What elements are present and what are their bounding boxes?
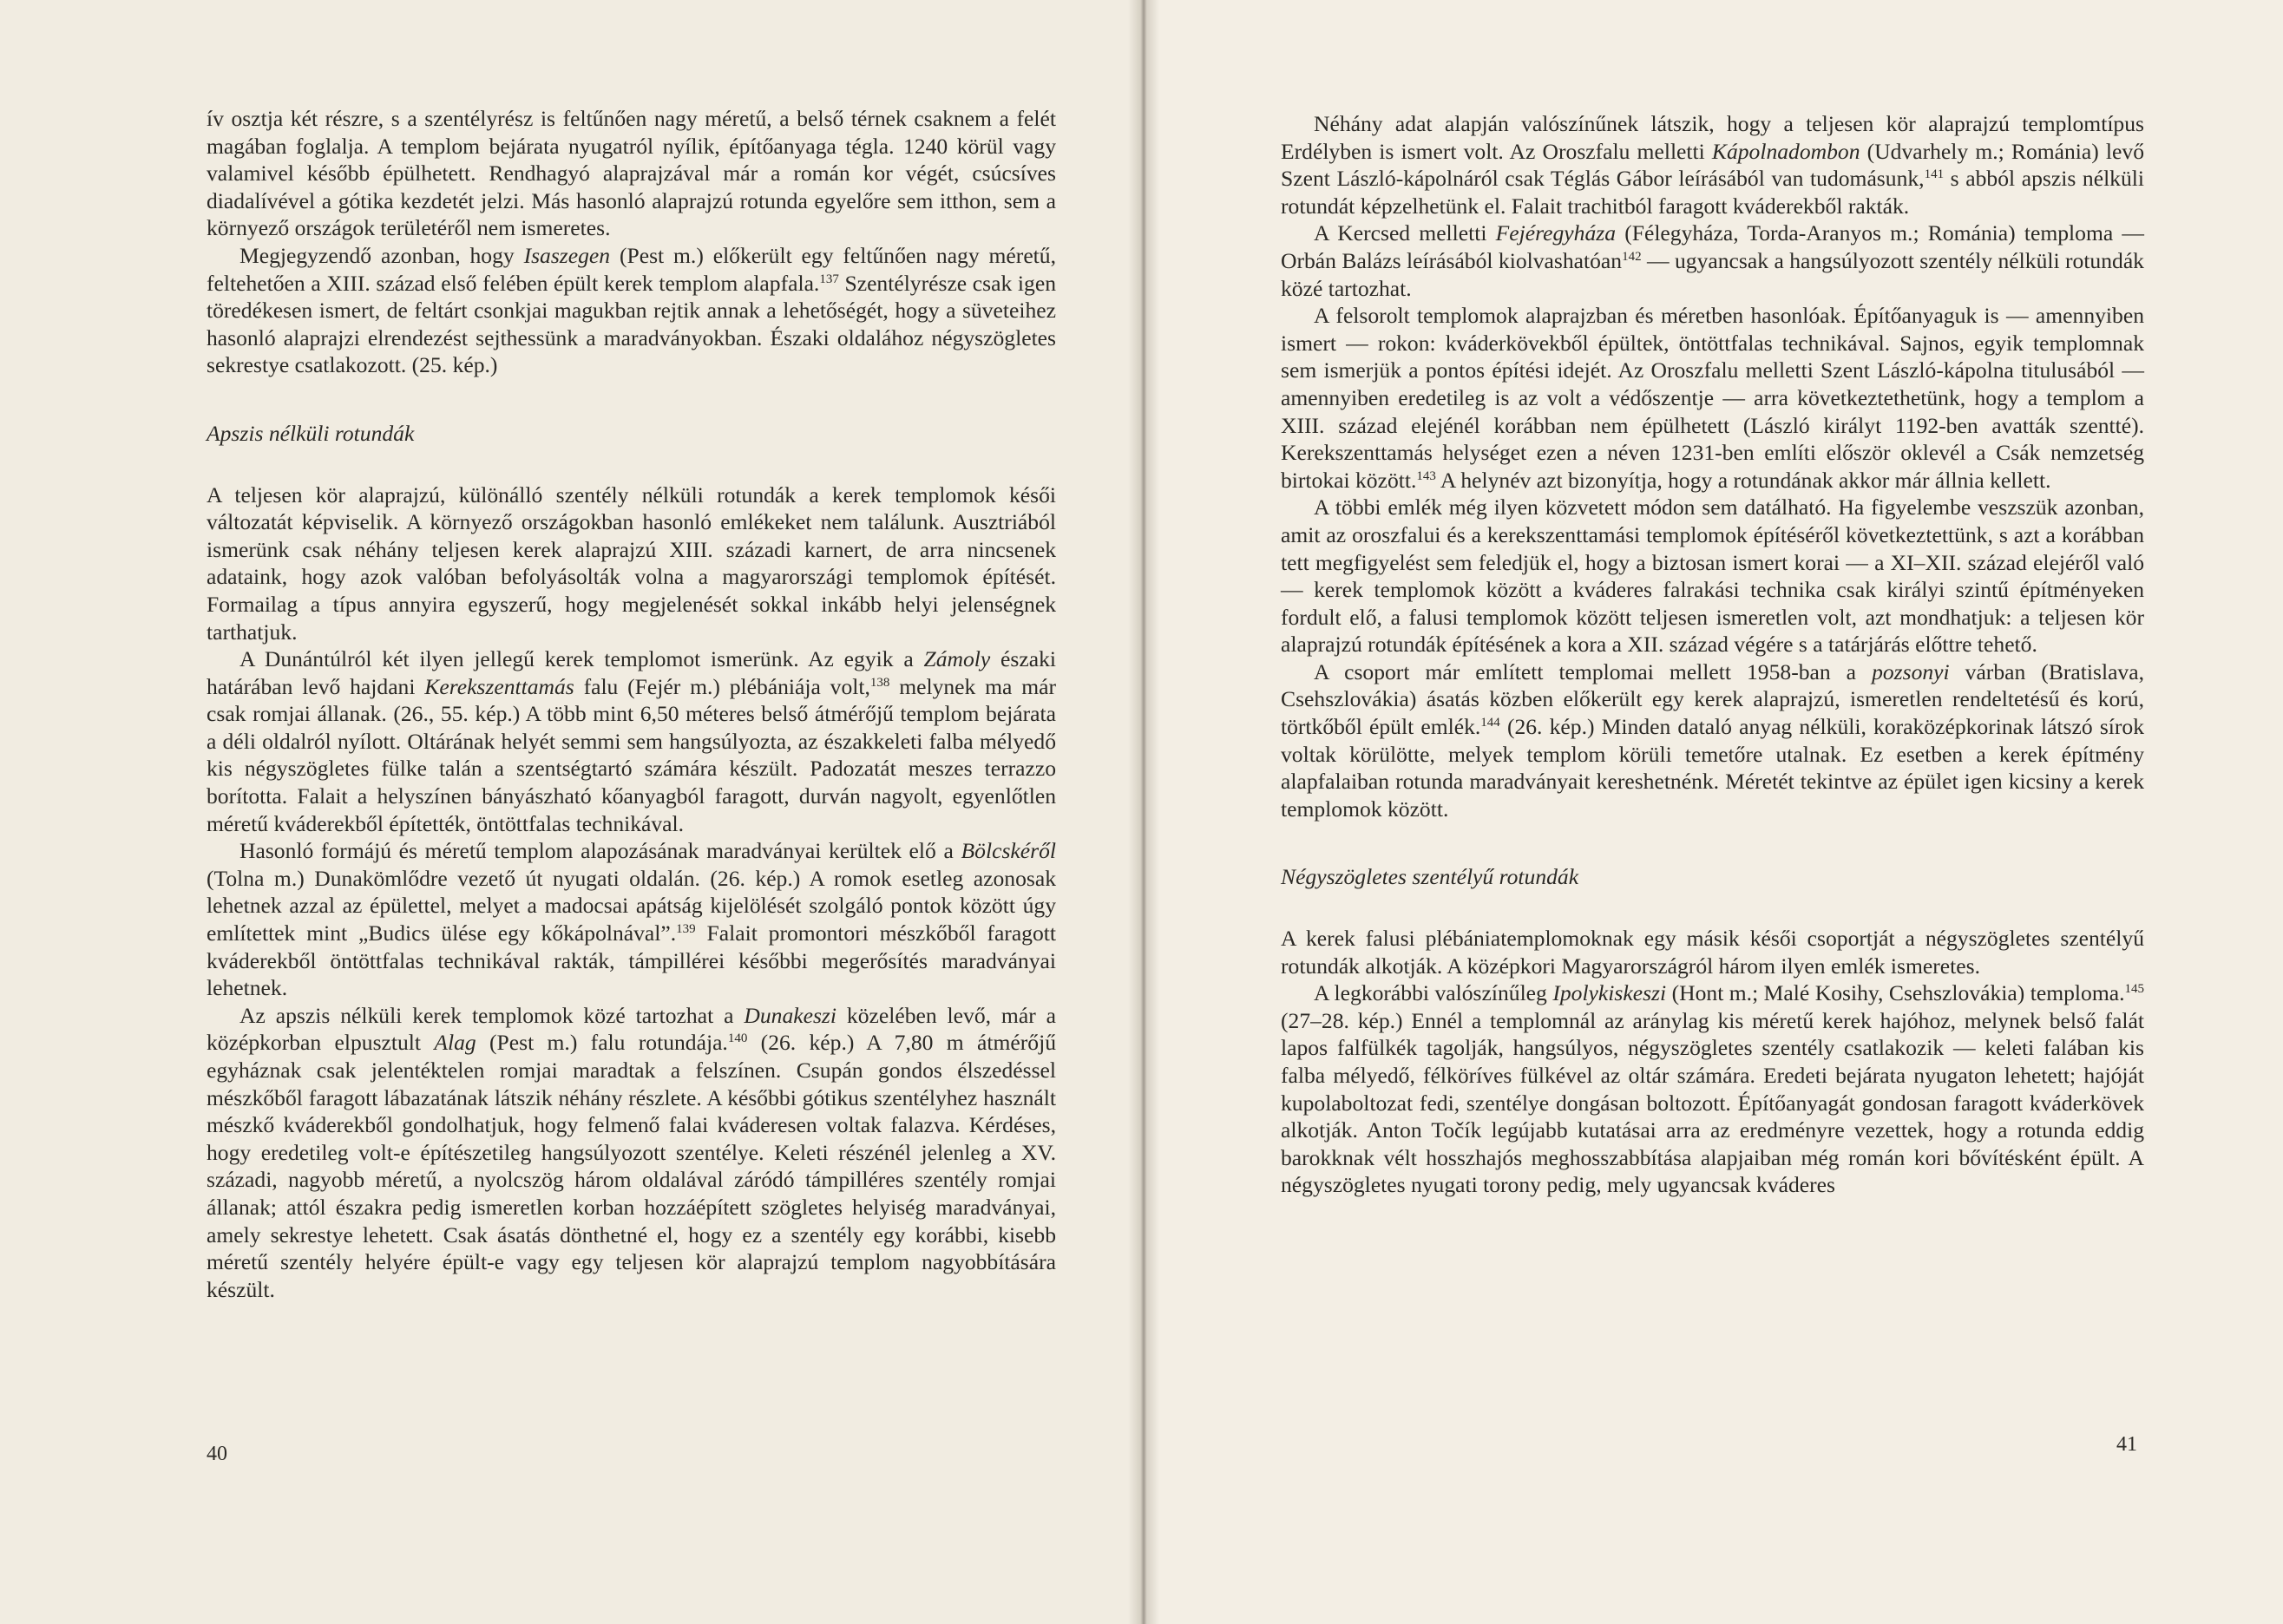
footnote-ref: 138 — [869, 675, 890, 690]
paragraph: Megjegyzendő azonban, hogy Isaszegen (Pest m.) előkerült egy feltűnően nagy méretű, feltehetően a XIII. század első felében épült kerek templom alapfala.$^{137}$ Szentélyrésze csak igen töredékesen ismert, de feltárt csonkjai magukban rejtik annak a lehetőségét, hogy a süveteihez hasonló alaprajzi elrendezést sejthessünk a maradványokban. Északi oldalához négyszögletes sekrestye csatlakozott. (25. kép.) — [207, 242, 1056, 378]
left-page-text — [207, 105, 1056, 1303]
footnote-ref: 137 — [819, 272, 839, 286]
paragraph: Néhány adat alapján valószínűnek látszik, hogy a teljesen kör alaprajzú templomtípus Erdélyben is ismert volt. Az Oroszfalu melletti Kápolnadombon (Udvarhely m.; Románia) levő Szent László-kápolnáról csak Téglás Gábor leírásából van tudomásunk,$^{141}$ s abból apszis nélküli rotundát képzelhetünk el. Falait trachitból faragott kváderekből rakták. — [1281, 111, 2144, 219]
page-number: 40 — [207, 1443, 227, 1465]
footnote-ref: 139 — [676, 922, 696, 937]
paragraph: A Kercsed melletti Fejéregyháza (Félegyháza, Torda-Aranyos m.; Románia) temploma — Orbán Balázs leírásából kiolvashatóan$^{142}$ — ugyancsak a hangsúlyozott szentély nélküli rotundák közé tartozhat. — [1281, 220, 2144, 301]
paragraph: Hasonló formájú és méretű templom alapozásának maradványai kerültek elő a Bölcskéről (Tolna m.) Dunakömlődre vezető út nyugati oldalán. (26. kép.) A romok esetleg azonosak lehetnek azzal az épülettel, melyet a madocsai apátság kijelölését szolgáló pontok között úgy említettek mint „Budics ülése egy kőkápolnával”.$^{139}$ Falait promontori mészkőből faragott kváderekből öntöttfalas technikával rakták, támpillérei későbbi megerősítés maradványai lehetnek. — [207, 838, 1056, 1001]
left-page — [0, 0, 1141, 1624]
right-page — [1141, 0, 2283, 1624]
paragraph: A felsorolt templomok alaprajzban és méretben hasonlóak. Építőanyaguk is — amennyiben ismert — rokon: kváderkövekből épültek, öntöttfalas technikával. Sajnos, egyik templomnak sem ismerjük a pontos építési idejét. Az Oroszfalu melletti Szent László-kápolna titulusából — amennyiben eredetileg is az volt a védőszentje — arra következtethetünk, hogy a templom a XIII. század elejénél korábban nem épülhetett (László királyt 1192-ben avatták szentté). Kerekszenttamás helységet ezen a néven 1231-ben említi először oklevél a Csák nemzetség birtokai között.$^{143}$ A helynév azt bizonyítja, hogy a rotundának akkor már állnia kellett. — [1281, 303, 2144, 493]
paragraph: A teljesen kör alaprajzú, különálló szentély nélküli rotundák a kerek templomok késői változatát képviselik. A környező országokban hasonló emlékeket nem találunk. Ausztriából ismerünk csak néhány teljesen kerek alaprajzú XIII. századi karnert, de arra nincsenek adataink, hogy azok valóban befolyásolták volna a magyarországi templomok építését. Formailag a típus annyira egyszerű, hogy megjelenését sokkal inkább helyi jelenségnek tarthatjuk. — [207, 481, 1056, 645]
paragraph: A legkorábbi valószínűleg Ipolykiskeszi (Hont m.; Malé Kosihy, Csehszlovákia) temploma.$^{145}$ (27–28. kép.) Ennél a templomnál az aránylag kis méretű kerek hajóhoz, melynek belső falát lapos falfülkék tagolják, hangsúlyos, négyszögletes szentély csatlakozik — keleti falában kis falba mélyedő, félköríves fülkével az oltár számára. Eredeti bejárata nyugaton lehetett; hajóját kupolaboltozat fedi, szentélye dongásan boltozott. Építőanyagát gondosan faragott kváderkövek alkotják. Anton Točík legújabb kutatásai arra az eredményre vezettek, hogy a rotunda eddig barokknak vélt hosszhajós meghosszabbítása alapjaiban még román kori bővítésként épült. A négyszögletes nyugati torony pedig, mely ugyancsak kváderes — [1281, 980, 2144, 1198]
page-number: 41 — [2116, 1433, 2137, 1456]
section-heading: Apszis nélküli rotundák — [207, 420, 415, 446]
right-page-text — [1281, 110, 2144, 1199]
paragraph: A többi emlék még ilyen közvetett módon sem datálható. Ha figyelembe veszszük azonban, amit az oroszfalui és a kerekszenttamási templomok építéséről következtettünk, s azt a korábban tett megfigyelést sem feledjük el, hogy a biztosan ismert korai — a XI–XII. század elejéről való — kerek templomok között a kváderes falrakási technika csak királyi szintű építményeken fordult elő, a falusi templomok között teljesen ismeretlen volt, azt mondhatjuk: a teljesen kör alaprajzú rotundák építésének a kora a XII. század végére s a tatárjárás előttre tehető. — [1281, 494, 2144, 658]
footnote-ref: 145 — [2124, 982, 2144, 997]
paragraph: ív osztja két részre, s a szentélyrész is feltűnően nagy méretű, a belső térnek csaknem a felét magában foglalja. A templom bejárata nyugatról nyílik, építőanyaga tégla. 1240 körül vagy valamivel később épülhetett. Rendhagyó alaprajzával már a román kor végét, csúcsíves diadalívével a gótika kezdetét jelzi. Más hasonló alaprajzú rotunda egyelőre sem itthon, sem a környező országok területéről nem ismeretes. — [207, 106, 1056, 241]
paragraph: A Dunántúlról két ilyen jellegű kerek templomot ismerünk. Az egyik a Zámoly északi határában levő hajdani Kerekszenttamás falu (Fejér m.) plébániája volt,$^{138}$ melynek ma már csak romjai állanak. (26., 55. kép.) A több mint 6,50 méteres belső átmérőjű templom bejárata a déli oldalról nyílott. Oltárának helyét semmi sem hangsúlyozta, az északkeleti falba mélyedő kis négyszögletes fülke talán a szentségtartó számára készült. Padozatát meszes terrazzo borította. Falait a helyszínen bányászható kőanyagból faragott, durván nagyolt, egyenlőtlen méretű kváderekből építették, öntöttfalas technikával. — [207, 646, 1056, 836]
paragraph: Az apszis nélküli kerek templomok közé tartozhat a Dunakeszi közelében levő, már a középkorban elpusztult Alag (Pest m.) falu rotundája.$^{140}$ (26. kép.) A 7,80 m átmérőjű egyháznak csak jelentéktelen romjai maradtak a felszínen. Csupán gondos élszedéssel mészkőből faragott lábazatának látszik néhány részlete. A későbbi gótikus szentélyhez használt mészkő kváderekből gondolhatjuk, hogy felmenő falai kváderesen voltak falazva. Kérdéses, hogy eredetileg volt-e építészetileg hangsúlyozott szentélye. Keleti részénél jelenleg a XV. századi, nagyobb méretű, a nyolcszög három oldalával záródó támpilléres szentély romjai állanak; attól északra pedig ismeretlen korban hozzáépített szögletes helyiség maradványai, amely sekrestye lehetett. Csak ásatás dönthetné el, hogy ez a szentély egy korábbi, kisebb méretű szentély helyére épült-e vagy egy teljesen kör alaprajzú templom nagyobbítására készült. — [207, 1002, 1056, 1302]
footnote-ref: 140 — [727, 1031, 748, 1046]
footnote-ref: 143 — [1416, 468, 1436, 483]
section-heading: Négyszögletes szentélyű rotundák — [1281, 864, 1579, 890]
paragraph: A kerek falusi plébániatemplomoknak egy másik késői csoportját a négyszögletes szentélyű rotundák alkotják. A középkori Magyarországról három ilyen emlék ismeretes. — [1281, 926, 2144, 979]
footnote-ref: 144 — [1480, 716, 1500, 730]
book-gutter — [1128, 0, 1159, 1624]
footnote-ref: 141 — [1924, 167, 1945, 182]
paragraph: A csoport már említett templomai mellett 1958-ban a pozsonyi várban (Bratislava, Csehszlovákia) ásatás közben előkerült egy kerek alaprajzú, ismeretlen rendeltetésű és korú, törtkőből épült emlék.$^{144}$ (26. kép.) Minden dataló anyag nélküli, koraközépkorinak látszó sírok voltak körülötte, melyek templom körüli temetőre utalnak. Ez esetben a kerek építmény alapfalaiban rotunda maradványait kereshetnénk. Méretét tekintve az épület igen kicsiny a kerek templomok között. — [1281, 658, 2145, 822]
footnote-ref: 142 — [1622, 249, 1642, 264]
